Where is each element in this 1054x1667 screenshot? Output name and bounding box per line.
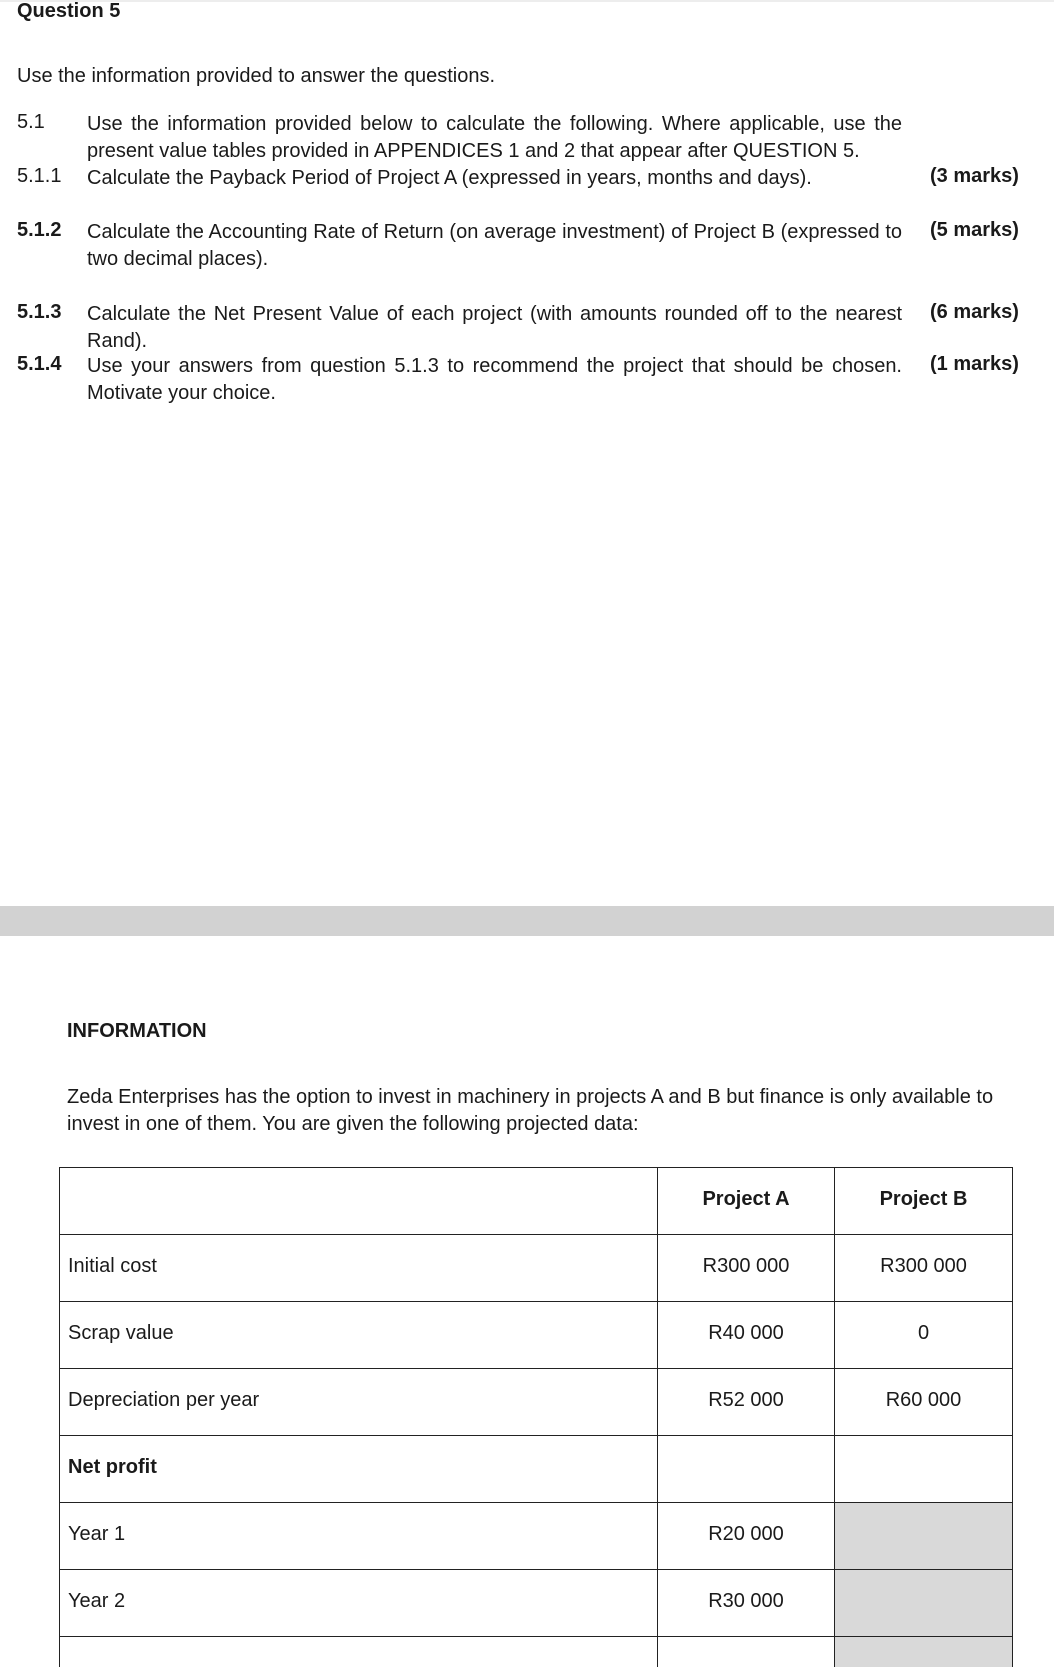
- cut-cell: [835, 1637, 1013, 1667]
- row-label: Net profit: [60, 1436, 658, 1503]
- cut-cell: [60, 1637, 658, 1667]
- item-number: 5.1.3: [17, 301, 83, 324]
- cell-project-a: R30 000: [658, 1570, 835, 1637]
- cell-project-b: R60 000: [835, 1369, 1013, 1436]
- cut-cell: [658, 1637, 835, 1667]
- item-number: 5.1.4: [17, 353, 83, 376]
- project-data-table: [59, 1167, 1013, 1667]
- item-marks: (3 marks): [930, 165, 1019, 188]
- item-marks: (1 marks): [930, 353, 1019, 376]
- cell-project-b: [835, 1436, 1013, 1503]
- cell-project-b-shaded: [835, 1570, 1013, 1637]
- cell-project-b: 0: [835, 1302, 1013, 1369]
- question-title: Question 5: [17, 0, 120, 23]
- cell-project-a: R20 000: [658, 1503, 835, 1570]
- information-title: INFORMATION: [67, 1020, 207, 1043]
- item-number: 5.1.2: [17, 219, 83, 242]
- cell-project-b: R300 000: [835, 1235, 1013, 1302]
- row-label: Scrap value: [60, 1302, 658, 1369]
- header-cell-empty: [60, 1168, 658, 1235]
- cell-project-a: [658, 1436, 835, 1503]
- intro-text: Use the information provided to answer the questions.: [17, 65, 495, 88]
- table-header-row: [60, 1168, 1013, 1235]
- row-label: Depreciation per year: [60, 1369, 658, 1436]
- item-text: Use your answers from question 5.1.3 to recommend the project that should be chosen. Motivate your choice.: [87, 353, 902, 407]
- row-label: Year 2: [60, 1570, 658, 1637]
- table-row-cut-off: [60, 1637, 1013, 1667]
- information-paragraph: Zeda Enterprises has the option to invest in machinery in projects A and B but finance is only available to invest in one of them. You are given the following projected data:: [67, 1084, 1007, 1138]
- table-row: [60, 1302, 1013, 1369]
- header-cell-project-a: Project A: [658, 1168, 835, 1235]
- row-label: Initial cost: [60, 1235, 658, 1302]
- row-label: Year 1: [60, 1503, 658, 1570]
- page-break-band: [0, 906, 1054, 936]
- item-number: 5.1.1: [17, 165, 83, 188]
- table-row: [60, 1570, 1013, 1637]
- item-number: 5.1: [17, 111, 83, 134]
- cell-project-a: R52 000: [658, 1369, 835, 1436]
- table-row: [60, 1369, 1013, 1436]
- item-text: Calculate the Net Present Value of each project (with amounts rounded off to the nearest Rand).: [87, 301, 902, 355]
- cell-project-a: R300 000: [658, 1235, 835, 1302]
- cell-project-b-shaded: [835, 1503, 1013, 1570]
- top-divider: [0, 0, 1054, 2]
- cell-project-a: R40 000: [658, 1302, 835, 1369]
- table-row: [60, 1503, 1013, 1570]
- item-marks: (6 marks): [930, 301, 1019, 324]
- header-cell-project-b: Project B: [835, 1168, 1013, 1235]
- item-marks: (5 marks): [930, 219, 1019, 242]
- item-text: Use the information provided below to calculate the following. Where applicable, use the present value tables provided in APPENDICES 1 and 2 that appear after QUESTION 5.: [87, 111, 902, 165]
- item-text: Calculate the Accounting Rate of Return (on average investment) of Project B (expressed to two decimal places).: [87, 219, 902, 273]
- table-row: [60, 1436, 1013, 1503]
- item-text: Calculate the Payback Period of Project A (expressed in years, months and days).: [87, 165, 902, 192]
- table-row: [60, 1235, 1013, 1302]
